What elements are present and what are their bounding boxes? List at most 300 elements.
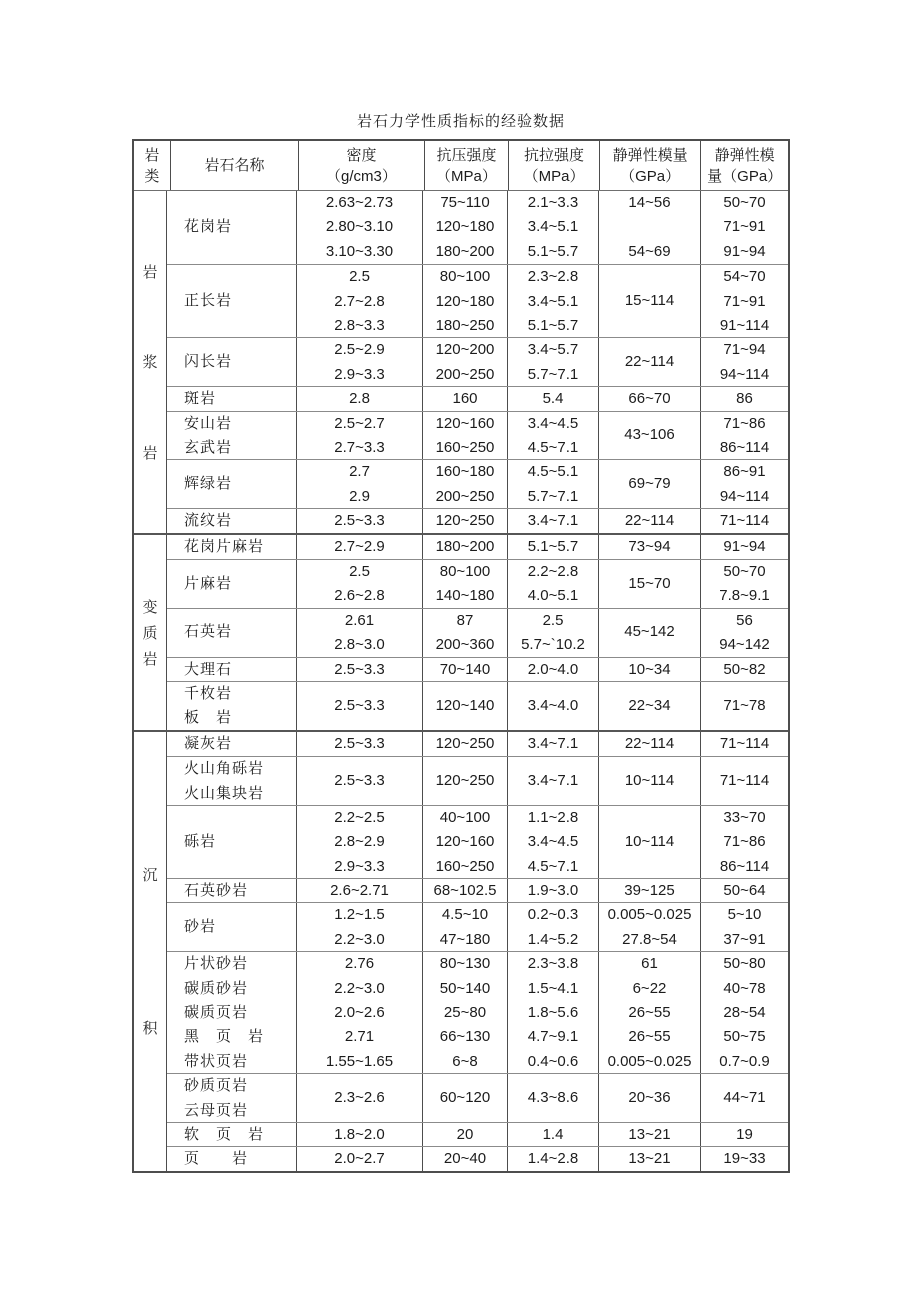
- value: 26~55: [628, 1004, 671, 1022]
- rock-name-cell: [167, 265, 296, 337]
- value: 140~180: [435, 587, 495, 605]
- value: 15~70: [628, 574, 671, 592]
- value: 120~250: [435, 512, 495, 530]
- value: 13~21: [628, 1150, 671, 1168]
- value: 54~70: [723, 268, 766, 286]
- table-row: [167, 902, 788, 951]
- value: 2.0~2.6: [334, 1004, 385, 1022]
- static-modulus-cell: [598, 560, 700, 608]
- tensile-strength-cell: [507, 1123, 598, 1146]
- static-modulus-cell: [598, 1074, 700, 1122]
- value: 2.5: [349, 268, 370, 286]
- value: 200~250: [435, 365, 495, 383]
- value: 2.8~3.3: [334, 316, 385, 334]
- value: 71~91: [723, 218, 766, 236]
- value: 70~140: [439, 660, 491, 678]
- value: 4.3~8.6: [527, 1088, 579, 1106]
- rock-name: 砂岩: [184, 918, 217, 936]
- rock-class-char: 积: [142, 1020, 158, 1038]
- header-compressive-strength: 抗压强度 （MPa）: [424, 141, 509, 190]
- value: 15~114: [624, 292, 675, 310]
- value: 71~78: [723, 696, 766, 714]
- value: 0.005~0.025: [607, 1052, 692, 1070]
- value: 20~36: [628, 1088, 671, 1106]
- rock-name: 碳质砂岩: [184, 979, 249, 997]
- table-row: [167, 805, 788, 878]
- density-cell: [296, 387, 422, 410]
- tensile-strength-cell: [507, 387, 598, 410]
- value: 3.4~4.5: [527, 833, 579, 851]
- value: 0.7~0.9: [719, 1052, 770, 1070]
- compressive-strength-cell: [422, 806, 507, 878]
- compressive-strength-cell: [422, 460, 507, 508]
- rock-name-cell: [167, 191, 296, 264]
- value: 2.8: [349, 390, 370, 408]
- value: 50~80: [723, 955, 766, 973]
- value: 71~94: [723, 341, 766, 359]
- rock-name-cell: [167, 1074, 296, 1122]
- value: 4.5~7.1: [527, 438, 579, 456]
- value: 5.7~7.1: [527, 365, 579, 383]
- tensile-strength-cell: [507, 535, 598, 559]
- static-modulus-cell: [598, 682, 700, 730]
- density-cell: [296, 560, 422, 608]
- rock-name: 闪长岩: [184, 353, 233, 371]
- rock-name-cell: [167, 903, 296, 951]
- rock-name-cell: [167, 757, 296, 805]
- value: 39~125: [624, 882, 675, 900]
- value: 6~22: [632, 979, 667, 997]
- value: 2.1~3.3: [527, 194, 579, 211]
- value: 75~110: [440, 194, 490, 211]
- rock-name-cell: [167, 806, 296, 878]
- value: 3.4~5.7: [527, 341, 579, 359]
- compressive-strength-cell: [422, 509, 507, 532]
- value: 91~114: [719, 316, 770, 334]
- value: 22~114: [624, 734, 675, 752]
- value: 71~114: [719, 734, 770, 752]
- rock-name-cell: [167, 535, 296, 559]
- rock-name-cell: [167, 338, 296, 386]
- value: 13~21: [628, 1126, 671, 1144]
- value: 1.8~5.6: [527, 1004, 579, 1022]
- compressive-strength-cell: [422, 560, 507, 608]
- value: 1.1~2.8: [527, 808, 579, 826]
- rock-class-char: 岩: [142, 263, 158, 281]
- value: 94~142: [719, 636, 770, 654]
- value: 2.5~2.9: [334, 341, 385, 359]
- value: 4.5~10: [441, 906, 489, 924]
- density-cell: [296, 191, 422, 264]
- value: 3.4~4.0: [527, 696, 579, 714]
- value: 91~94: [723, 242, 766, 260]
- table-row: [167, 559, 788, 608]
- value: 5~10: [727, 906, 762, 924]
- value: 86~91: [723, 463, 766, 481]
- value: 1.4~5.2: [527, 930, 579, 948]
- value: 2.71: [344, 1028, 375, 1046]
- section-sedimentary: [134, 730, 788, 1171]
- rock-name: 软 页 岩: [184, 1126, 265, 1144]
- static-modulus-2-cell: [700, 658, 788, 681]
- static-modulus-2-cell: [700, 879, 788, 902]
- table-row: [167, 608, 788, 657]
- static-modulus-cell: [598, 952, 700, 1073]
- section-metamorphic: [134, 533, 788, 730]
- value: 2.5~3.3: [334, 696, 385, 714]
- value: 20: [456, 1126, 474, 1144]
- value: 19: [736, 1126, 753, 1144]
- header-rock-name: 岩石名称: [170, 141, 298, 190]
- static-modulus-cell: [598, 1123, 700, 1146]
- table-row: [167, 756, 788, 805]
- compressive-strength-cell: [422, 903, 507, 951]
- value: 2.61: [344, 611, 375, 629]
- value: 1.9~3.0: [527, 882, 579, 900]
- value: 27.8~54: [622, 930, 677, 948]
- density-cell: [296, 1147, 422, 1170]
- rock-class-cell: [134, 732, 167, 1171]
- rock-name: 片状砂岩: [184, 955, 249, 973]
- value: 2.6~2.71: [330, 882, 389, 900]
- rock-name: 花岗片麻岩: [184, 537, 265, 555]
- value: 120~250: [435, 771, 495, 789]
- density-cell: [296, 1074, 422, 1122]
- rock-name-cell: [167, 387, 296, 410]
- tensile-strength-cell: [507, 338, 598, 386]
- value: 71~114: [719, 512, 770, 530]
- tensile-strength-cell: [507, 412, 598, 460]
- rock-properties-table: [132, 139, 790, 1173]
- static-modulus-2-cell: [700, 682, 788, 730]
- table-row: [167, 191, 788, 264]
- value: 4.5~5.1: [527, 463, 579, 481]
- table-row: [167, 951, 788, 1073]
- value: 2.8~3.0: [334, 636, 385, 654]
- tensile-strength-cell: [507, 658, 598, 681]
- rock-class-char: 岩: [142, 650, 158, 668]
- value: 2.0~2.7: [334, 1150, 385, 1168]
- tensile-strength-cell: [507, 1147, 598, 1170]
- value: 25~80: [443, 1004, 487, 1022]
- value: 1.4: [542, 1126, 564, 1144]
- table-row: [167, 386, 788, 410]
- value: 86~114: [719, 438, 770, 456]
- tensile-strength-cell: [507, 879, 598, 902]
- tensile-strength-cell: [507, 560, 598, 608]
- tensile-strength-cell: [507, 1074, 598, 1122]
- table-row: [167, 264, 788, 337]
- tensile-strength-cell: [507, 609, 598, 657]
- value: 2.6~2.8: [334, 587, 385, 605]
- value: 66~70: [628, 390, 671, 408]
- compressive-strength-cell: [422, 682, 507, 730]
- density-cell: [296, 609, 422, 657]
- rock-name: 板 岩: [184, 709, 233, 727]
- value: 22~34: [628, 696, 671, 714]
- value: 2.5~3.3: [334, 660, 385, 678]
- density-cell: [296, 265, 422, 337]
- value: 0.2~0.3: [527, 906, 579, 924]
- table-row: [167, 1122, 788, 1146]
- value: 5.1~5.7: [527, 242, 579, 260]
- value: 120~250: [435, 734, 495, 752]
- value: 2.7: [349, 463, 370, 481]
- rock-name: 砂质页岩: [184, 1077, 249, 1095]
- value: 2.9~3.3: [334, 857, 385, 875]
- density-cell: [296, 903, 422, 951]
- value: 45~142: [624, 623, 675, 641]
- header-density: 密度 （g/cm3）: [298, 141, 423, 190]
- value: 69~79: [628, 475, 671, 493]
- density-cell: [296, 952, 422, 1073]
- value: 2.9: [349, 487, 370, 505]
- density-cell: [296, 412, 422, 460]
- table-row: [167, 657, 788, 681]
- value: 91~94: [723, 537, 766, 555]
- value: 68~102.5: [433, 882, 497, 900]
- value: 56: [736, 611, 753, 629]
- value: 2.5: [349, 562, 370, 580]
- value: 43~106: [624, 426, 675, 444]
- value: 2.3~2.8: [527, 268, 579, 286]
- tensile-strength-cell: [507, 265, 598, 337]
- value: 28~54: [723, 1004, 766, 1022]
- value: 5.4: [542, 390, 564, 408]
- rock-name: 火山角砾岩: [184, 760, 265, 778]
- static-modulus-2-cell: [700, 1074, 788, 1122]
- value: 1.8~2.0: [334, 1126, 385, 1144]
- static-modulus-cell: [598, 265, 700, 337]
- compressive-strength-cell: [422, 658, 507, 681]
- value: 120~200: [435, 341, 495, 359]
- value: 94~114: [719, 487, 770, 505]
- static-modulus-cell: [598, 412, 700, 460]
- density-cell: [296, 732, 422, 756]
- value: 40~78: [723, 979, 766, 997]
- value: 180~200: [435, 537, 495, 555]
- value: 71~86: [723, 833, 766, 851]
- value: 33~70: [723, 808, 766, 826]
- tensile-strength-cell: [507, 952, 598, 1073]
- value: 71~114: [719, 771, 770, 789]
- value: [599, 265, 700, 289]
- rock-name: 页 岩: [184, 1150, 249, 1168]
- value: 2.8~2.9: [334, 833, 385, 851]
- value: 0.4~0.6: [527, 1052, 579, 1070]
- value: 86~114: [719, 857, 770, 875]
- static-modulus-cell: [598, 509, 700, 532]
- value: 160~250: [435, 438, 495, 456]
- value: 10~114: [624, 771, 675, 789]
- static-modulus-2-cell: [700, 509, 788, 532]
- density-cell: [296, 682, 422, 730]
- compressive-strength-cell: [422, 265, 507, 337]
- static-modulus-cell: [598, 879, 700, 902]
- rock-class-char: 变: [142, 598, 158, 616]
- value: 1.55~1.65: [325, 1052, 394, 1070]
- rock-name-cell: [167, 609, 296, 657]
- static-modulus-cell: [598, 806, 700, 878]
- rock-name: 辉绿岩: [184, 475, 233, 493]
- value: 2.5~2.7: [334, 414, 385, 432]
- rock-name: 大理石: [184, 660, 233, 678]
- value: 80~100: [439, 562, 491, 580]
- value: 2.5~3.3: [334, 512, 385, 530]
- value: 160: [452, 390, 478, 408]
- value: 80~130: [439, 955, 491, 973]
- density-cell: [296, 757, 422, 805]
- static-modulus-cell: [598, 732, 700, 756]
- value: 1.2~1.5: [334, 906, 385, 924]
- density-cell: [296, 338, 422, 386]
- rock-class-char: 质: [142, 624, 158, 642]
- header-static-modulus-2: 静弹性模 量（GPa）: [700, 141, 788, 190]
- compressive-strength-cell: [422, 1074, 507, 1122]
- static-modulus-cell: [598, 757, 700, 805]
- static-modulus-cell: [598, 191, 700, 264]
- value: 10~114: [624, 832, 675, 850]
- rock-name: 带状页岩: [184, 1052, 249, 1070]
- rock-name: 云母页岩: [184, 1101, 249, 1119]
- rock-name-cell: [167, 879, 296, 902]
- table-header-row: [134, 141, 788, 191]
- static-modulus-2-cell: [700, 903, 788, 951]
- value: 2.7~3.3: [334, 438, 385, 456]
- value: 2.2~2.5: [334, 808, 385, 826]
- static-modulus-2-cell: [700, 952, 788, 1073]
- rock-name: 花岗岩: [184, 218, 233, 236]
- value: 2.3~3.8: [527, 955, 579, 973]
- density-cell: [296, 658, 422, 681]
- value: [599, 215, 700, 239]
- tensile-strength-cell: [507, 757, 598, 805]
- value: 2.7~2.8: [334, 292, 385, 310]
- tensile-strength-cell: [507, 191, 598, 264]
- rock-name-cell: [167, 1123, 296, 1146]
- value: 2.0~4.0: [527, 660, 579, 678]
- value: 2.9~3.3: [334, 365, 385, 383]
- value: 2.63~2.73: [325, 194, 394, 211]
- static-modulus-2-cell: [700, 806, 788, 878]
- page-title: 岩石力学性质指标的经验数据: [356, 113, 565, 130]
- value: 20~40: [443, 1150, 487, 1168]
- tensile-strength-cell: [507, 682, 598, 730]
- rock-name: 黑 页 岩: [184, 1028, 265, 1046]
- rock-name-cell: [167, 509, 296, 532]
- value: 2.76: [344, 955, 375, 973]
- value: 1.4~2.8: [527, 1150, 579, 1168]
- static-modulus-2-cell: [700, 412, 788, 460]
- rock-class-cell: [134, 535, 167, 730]
- value: 44~71: [723, 1088, 766, 1106]
- static-modulus-2-cell: [700, 535, 788, 559]
- rock-class-cell: [134, 191, 167, 533]
- value: 1.5~4.1: [527, 979, 579, 997]
- value: 6~8: [452, 1052, 478, 1070]
- table-row: [167, 681, 788, 730]
- value: 71~91: [723, 292, 766, 310]
- value: 3.4~4.5: [527, 414, 579, 432]
- value: 4.0~5.1: [527, 587, 579, 605]
- tensile-strength-cell: [507, 509, 598, 532]
- static-modulus-2-cell: [700, 338, 788, 386]
- rock-name: 石英岩: [184, 623, 233, 641]
- value: 86: [736, 390, 753, 408]
- value: 200~250: [435, 487, 495, 505]
- density-cell: [296, 535, 422, 559]
- rock-name-cell: [167, 732, 296, 756]
- compressive-strength-cell: [422, 732, 507, 756]
- value: 2.2~3.0: [334, 930, 385, 948]
- compressive-strength-cell: [422, 387, 507, 410]
- compressive-strength-cell: [422, 879, 507, 902]
- static-modulus-2-cell: [700, 732, 788, 756]
- value: 2.7~2.9: [334, 537, 385, 555]
- rock-class-char: 岩: [142, 444, 158, 462]
- value: 160~180: [435, 463, 495, 481]
- density-cell: [296, 460, 422, 508]
- static-modulus-2-cell: [700, 757, 788, 805]
- value: 3.4~5.1: [527, 218, 579, 236]
- value: 120~180: [435, 292, 495, 310]
- table-row: [167, 411, 788, 460]
- compressive-strength-cell: [422, 609, 507, 657]
- table-row: [167, 508, 788, 532]
- value: 22~114: [624, 512, 675, 530]
- value: 3.10~3.30: [325, 242, 394, 260]
- compressive-strength-cell: [422, 757, 507, 805]
- static-modulus-cell: [598, 658, 700, 681]
- static-modulus-2-cell: [700, 387, 788, 410]
- value: 120~160: [435, 833, 495, 851]
- table-row: [167, 535, 788, 559]
- value: 14~56: [628, 194, 671, 211]
- compressive-strength-cell: [422, 535, 507, 559]
- rock-name: 砾岩: [184, 832, 217, 850]
- value: 2.2~3.0: [334, 979, 385, 997]
- value: 61: [641, 955, 658, 973]
- value: 50~70: [723, 194, 766, 211]
- table-row: [167, 1146, 788, 1170]
- compressive-strength-cell: [422, 1147, 507, 1170]
- static-modulus-2-cell: [700, 1123, 788, 1146]
- value: 2.2~2.8: [527, 562, 579, 580]
- static-modulus-cell: [598, 460, 700, 508]
- rock-name: 碳质页岩: [184, 1004, 249, 1022]
- static-modulus-cell: [598, 535, 700, 559]
- value: 3.4~7.1: [527, 771, 579, 789]
- value: 2.80~3.10: [325, 218, 394, 236]
- tensile-strength-cell: [507, 732, 598, 756]
- static-modulus-cell: [598, 903, 700, 951]
- value: 120~160: [435, 414, 495, 432]
- header-tensile-strength: 抗拉强度 （MPa）: [508, 141, 599, 190]
- value: 5.1~5.7: [527, 537, 579, 555]
- value: 120~180: [435, 218, 495, 236]
- value: 5.7~`10.2: [521, 636, 585, 654]
- value: 4.5~7.1: [527, 857, 579, 875]
- value: 3.4~5.1: [527, 292, 579, 310]
- value: 10~34: [628, 660, 671, 678]
- rock-name-cell: [167, 952, 296, 1073]
- static-modulus-2-cell: [700, 460, 788, 508]
- value: 87: [456, 611, 474, 629]
- value: 180~200: [435, 242, 495, 260]
- value: 47~180: [439, 930, 491, 948]
- rock-name: 流纹岩: [184, 512, 233, 530]
- value: 4.7~9.1: [527, 1028, 579, 1046]
